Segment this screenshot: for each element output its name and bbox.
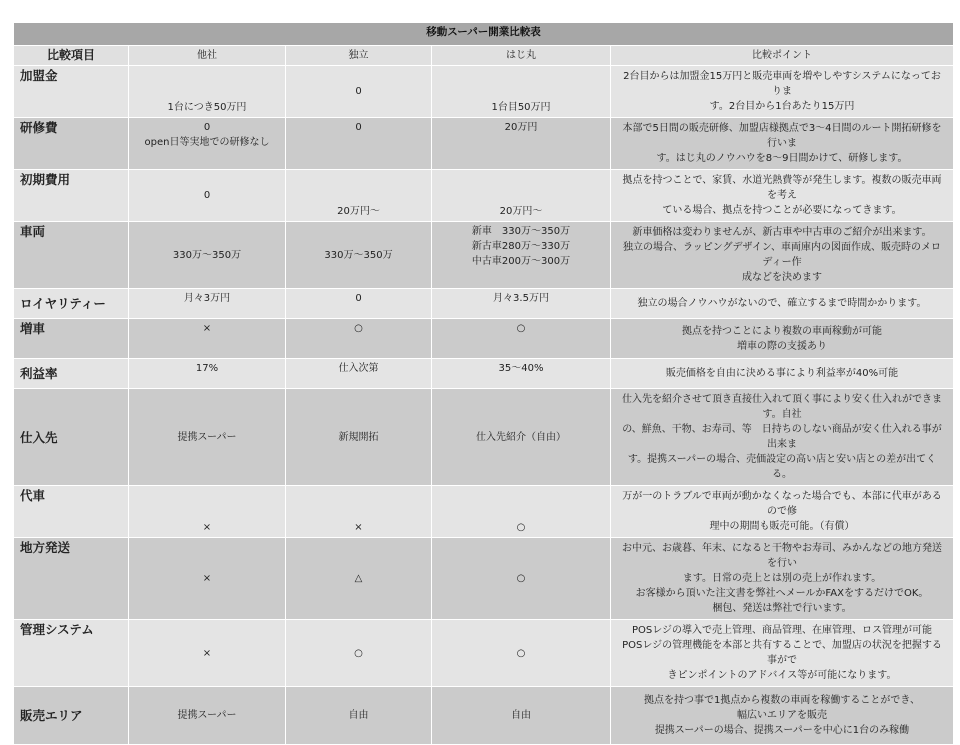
cell-independent-line: 0 bbox=[355, 293, 362, 304]
cell-point bbox=[611, 118, 954, 170]
cell-point-line: 万が一のトラブルで車両が動かなくなった場合でも、本部に代車があるので修 bbox=[622, 491, 942, 517]
row-label: 加盟金 bbox=[14, 66, 129, 118]
cell-hajimaru bbox=[432, 486, 611, 538]
cell-hajimaru-line: 仕入先紹介（自由） bbox=[476, 431, 566, 443]
cell-other bbox=[129, 118, 286, 170]
row-label: ロイヤリティー bbox=[14, 289, 129, 319]
cell-other bbox=[129, 389, 286, 486]
cell-other-line: 330万～350万 bbox=[172, 249, 242, 261]
cell-hajimaru bbox=[432, 66, 611, 118]
row-label: 増車 bbox=[14, 319, 129, 359]
cell-independent bbox=[286, 289, 432, 319]
cell-independent-line: 新規開拓 bbox=[338, 431, 379, 443]
cell-other bbox=[129, 222, 286, 289]
cell-point-line: 理中の期間も販売可能。（有償） bbox=[709, 521, 855, 532]
cell-hajimaru-line: 新車 330万～350万 bbox=[471, 226, 571, 237]
row-label: 初期費用 bbox=[14, 170, 129, 222]
cell-hajimaru-line: 20万円～ bbox=[499, 206, 543, 217]
cell-point-line: 仕入先を紹介させて頂き直接仕入れて頂く事により安く仕入れができます。自社 bbox=[622, 394, 942, 420]
cell-other-line: × bbox=[202, 323, 212, 334]
header-other: 他社 bbox=[129, 46, 286, 66]
cell-hajimaru-line: ○ bbox=[516, 522, 526, 533]
cell-independent bbox=[286, 66, 432, 118]
cell-point bbox=[611, 620, 954, 687]
table-row bbox=[14, 486, 954, 538]
table-row bbox=[14, 389, 954, 486]
cell-other bbox=[129, 319, 286, 359]
cell-other-line: 0 bbox=[203, 190, 211, 201]
table-row bbox=[14, 118, 954, 170]
cell-independent-line: 0 bbox=[355, 86, 362, 97]
cell-hajimaru bbox=[432, 170, 611, 222]
cell-point-line: 2台目からは加盟金15万円と販売車両を増やしやすシステムになっておりま bbox=[623, 71, 941, 97]
cell-point-line: お中元、お歳暮、年末、になると干物やお寿司、みかんなどの地方発送を行い bbox=[622, 543, 942, 569]
cell-hajimaru bbox=[432, 118, 611, 170]
table-row bbox=[14, 66, 954, 118]
cell-other-line: 17% bbox=[195, 363, 219, 374]
cell-independent bbox=[286, 620, 432, 687]
cell-point bbox=[611, 222, 954, 289]
cell-other-line: 0 bbox=[203, 122, 211, 133]
cell-hajimaru-line: 新古車280万～330万 bbox=[471, 241, 571, 252]
cell-independent bbox=[286, 222, 432, 289]
cell-hajimaru bbox=[432, 389, 611, 486]
cell-point bbox=[611, 538, 954, 620]
cell-point-line: POSレジの導入で売上管理、商品管理、在庫管理、ロス管理が可能 bbox=[632, 625, 932, 636]
cell-other-line: 1台につき50万円 bbox=[167, 102, 247, 113]
cell-other bbox=[129, 289, 286, 319]
cell-independent-line: 仕入次第 bbox=[338, 363, 379, 374]
header-item: 比較項目 bbox=[14, 46, 129, 66]
cell-point-line: きピンポイントのアドバイス等が可能になります。 bbox=[667, 670, 897, 681]
table-row bbox=[14, 620, 954, 687]
cell-point-line: 幅広いエリアを販売 bbox=[737, 710, 827, 721]
cell-other bbox=[129, 359, 286, 389]
cell-hajimaru-line: 35～40% bbox=[498, 363, 544, 374]
cell-other-line: 提携スーパー bbox=[177, 710, 237, 721]
cell-hajimaru-line: 月々3.5万円 bbox=[493, 293, 549, 304]
cell-point bbox=[611, 687, 954, 745]
cell-other-line: 月々3万円 bbox=[183, 293, 231, 304]
cell-other bbox=[129, 620, 286, 687]
row-label: 代車 bbox=[14, 486, 129, 538]
cell-hajimaru-line: ○ bbox=[516, 323, 526, 334]
cell-independent-line: ○ bbox=[354, 323, 363, 334]
cell-independent-line: × bbox=[354, 522, 363, 533]
cell-independent bbox=[286, 486, 432, 538]
cell-point bbox=[611, 359, 954, 389]
cell-other-line: × bbox=[202, 522, 212, 533]
cell-point-line: の、鮮魚、干物、お寿司、等 日持ちのしない商品が安く仕入れる事が出来ま bbox=[622, 424, 942, 450]
header-independent: 独立 bbox=[286, 46, 432, 66]
cell-point bbox=[611, 66, 954, 118]
cell-point-line: 独立の場合ノウハウがないので、確立するまで時間かかります。 bbox=[637, 298, 927, 309]
cell-hajimaru-line: 自由 bbox=[511, 710, 531, 721]
cell-hajimaru-line: 20万円 bbox=[504, 122, 538, 133]
cell-other-line: open日等実地での研修なし bbox=[144, 137, 270, 148]
cell-independent bbox=[286, 118, 432, 170]
cell-point-line: 本部で5日間の販売研修、加盟店様拠点で3～4日間のルート開拓研修を行いま bbox=[622, 123, 942, 149]
cell-point bbox=[611, 319, 954, 359]
row-label: 販売エリア bbox=[14, 687, 129, 745]
table-title: 移動スーパー開業比較表 bbox=[14, 23, 954, 46]
cell-independent-line: ○ bbox=[354, 647, 363, 659]
cell-hajimaru bbox=[432, 538, 611, 620]
cell-point-line: す。2台目から1台あたり15万円 bbox=[709, 101, 855, 112]
table-row bbox=[14, 359, 954, 389]
header-hajimaru: はじ丸 bbox=[432, 46, 611, 66]
cell-independent bbox=[286, 538, 432, 620]
cell-point-line: POSレジの管理機能を本部と共有することで、加盟店の状況を把握する事がで bbox=[622, 640, 942, 666]
cell-other bbox=[129, 66, 286, 118]
row-label: 地方発送 bbox=[14, 538, 129, 620]
table-row bbox=[14, 538, 954, 620]
comparison-table bbox=[13, 22, 954, 745]
table-row bbox=[14, 170, 954, 222]
cell-point-line: 新車価格は変わりませんが、新古車や中古車のご紹介が出来ます。 bbox=[632, 227, 932, 238]
cell-point-line: 成などを決めます bbox=[742, 272, 822, 283]
cell-other bbox=[129, 538, 286, 620]
row-label: 研修費 bbox=[14, 118, 129, 170]
row-label: 利益率 bbox=[14, 359, 129, 389]
cell-independent bbox=[286, 389, 432, 486]
cell-hajimaru-line: 1台目50万円 bbox=[491, 102, 551, 113]
cell-independent-line: △ bbox=[354, 573, 363, 584]
row-label: 仕入先 bbox=[14, 389, 129, 486]
cell-point bbox=[611, 289, 954, 319]
cell-point-line: お客様から頂いた注文書を弊社へメールかFAXをするだけでOK。 bbox=[635, 588, 929, 599]
cell-independent-line: 0 bbox=[355, 122, 362, 133]
cell-independent bbox=[286, 170, 432, 222]
cell-other bbox=[129, 486, 286, 538]
cell-other bbox=[129, 170, 286, 222]
cell-point-line: 拠点を持つことで、家賃、水道光熱費等が発生します。複数の販売車両を考え bbox=[622, 175, 942, 201]
cell-independent-line: 20万円～ bbox=[337, 206, 380, 217]
cell-other-line: × bbox=[202, 573, 212, 584]
cell-point-line: す。提携スーパーの場合、売価設定の高い店と安い店との差が出てくる。 bbox=[627, 454, 937, 480]
cell-point-line: 提携スーパーの場合、提携スーパーを中心に1台のみ稼働 bbox=[654, 725, 910, 736]
cell-hajimaru bbox=[432, 319, 611, 359]
cell-point-line: す。はじ丸のノウハウを8～9日間かけて、研修します。 bbox=[656, 153, 908, 164]
cell-independent bbox=[286, 359, 432, 389]
cell-point-line: 独立の場合、ラッピングデザイン、車両庫内の図面作成、販売時のメロディー作 bbox=[622, 242, 942, 268]
cell-hajimaru bbox=[432, 620, 611, 687]
row-label: 管理システム bbox=[14, 620, 129, 687]
cell-independent bbox=[286, 319, 432, 359]
cell-point-line: 拠点を持つ事で1拠点から複数の車両を稼働することができ、 bbox=[644, 695, 920, 706]
cell-point-line: ます。日常の売上とは別の売上が作れます。 bbox=[682, 573, 882, 584]
cell-point bbox=[611, 170, 954, 222]
table-row bbox=[14, 222, 954, 289]
cell-other-line: 提携スーパー bbox=[177, 431, 237, 443]
cell-hajimaru-line: ○ bbox=[516, 647, 526, 659]
cell-point bbox=[611, 486, 954, 538]
cell-point bbox=[611, 389, 954, 486]
cell-other-line: × bbox=[202, 647, 212, 659]
table-row bbox=[14, 289, 954, 319]
cell-independent-line: 自由 bbox=[348, 710, 369, 721]
cell-point-line: 増車の際の支援あり bbox=[737, 340, 827, 352]
cell-hajimaru bbox=[432, 289, 611, 319]
cell-hajimaru-line: ○ bbox=[516, 573, 526, 584]
cell-point-line: 販売価格を自由に決める事により利益率が40%可能 bbox=[665, 368, 899, 379]
table-row bbox=[14, 687, 954, 745]
header-point: 比較ポイント bbox=[611, 46, 954, 66]
cell-hajimaru bbox=[432, 222, 611, 289]
table-row bbox=[14, 319, 954, 359]
cell-point-line: 梱包、発送は弊社で行います。 bbox=[712, 603, 852, 614]
cell-independent-line: 330万～350万 bbox=[324, 249, 393, 261]
cell-hajimaru bbox=[432, 687, 611, 745]
cell-point-line: 拠点を持つことにより複数の車両稼動が可能 bbox=[682, 325, 882, 337]
cell-hajimaru-line: 中古車200万～300万 bbox=[471, 256, 571, 267]
cell-point-line: ている場合、拠点を持つことが必要になってきます。 bbox=[662, 205, 902, 216]
row-label: 車両 bbox=[14, 222, 129, 289]
cell-other bbox=[129, 687, 286, 745]
cell-independent bbox=[286, 687, 432, 745]
cell-hajimaru bbox=[432, 359, 611, 389]
